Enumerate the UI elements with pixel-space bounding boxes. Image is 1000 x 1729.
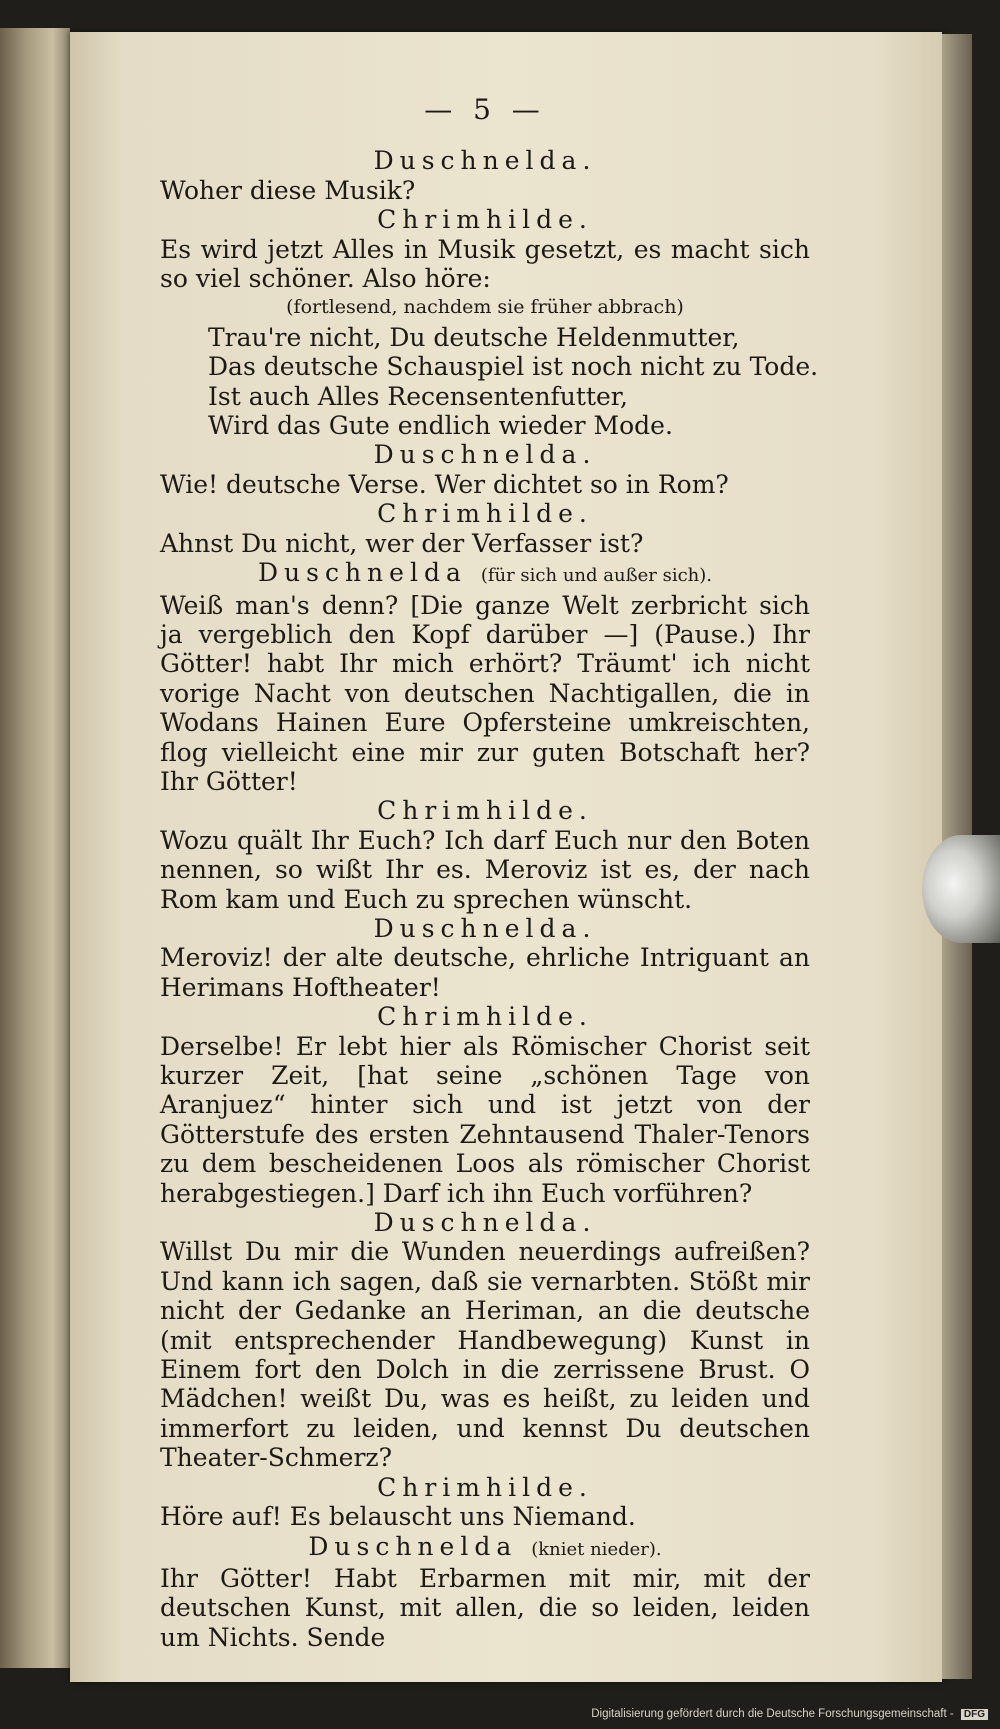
speaker-line <box>160 1208 810 1237</box>
speaker-text: Chrimhilde. <box>377 205 593 235</box>
prose-line <box>160 1564 810 1652</box>
speaker-line <box>160 440 810 469</box>
verse-line <box>160 352 819 382</box>
prose-text: Weiß man's denn? [Die ganze Welt zerbricht sich ja vergeblich den Kopf darüber —] (Pause.) Ihr Götter! habt Ihr mich erhört? Träumt' ich nicht vorige Nacht von deutschen Nachtigallen, die in Wodans Hainen Eure Opfersteine umkreischten, flog vielleicht eine mir zur guten Botschaft her? Ihr Götter! <box>160 590 810 796</box>
speaker-text: Duschnelda <box>308 1531 518 1561</box>
speaker-text: Duschnelda. <box>373 913 597 943</box>
prose-line <box>160 1502 810 1531</box>
stage-direction: (für sich und außer sich). <box>480 565 712 587</box>
stage-text: (fortlesend, nachdem sie früher abbrach) <box>286 296 684 319</box>
prose-line <box>160 529 810 558</box>
prose-line <box>160 826 810 914</box>
prose-text: Wie! deutsche Verse. Wer dichtet so in Rom? <box>160 469 729 499</box>
prose-line <box>160 1032 810 1208</box>
verse-line <box>160 411 810 440</box>
prose-line <box>160 470 810 499</box>
prose-line <box>160 943 810 1002</box>
speaker-line <box>160 558 810 590</box>
prose-line <box>160 176 810 205</box>
prose-text: Wozu quält Ihr Euch? Ich darf Euch nur den Boten nennen, so wißt Ihr es. Meroviz ist es, der nach Rom kam und Euch zu sprechen wünscht. <box>160 825 810 914</box>
prose-text: Willst Du mir die Wunden neuerdings aufreißen? Und kann ich sagen, daß sie vernarbten. Stößt mir nicht der Gedanke an Heriman, an die deutsche (mit entsprechender Handbewegung) Kunst in Einem fort den Dolch in die zerrissene Brust. O Mädchen! weißt Du, was es heißt, zu leiden und immerfort zu leiden, und kennst Du deutschen Theater-Schmerz? <box>160 1237 810 1473</box>
page-number: — 5 — <box>424 93 546 126</box>
speaker-line <box>160 499 810 528</box>
speaker-text: Chrimhilde. <box>377 1472 593 1502</box>
page-clip <box>922 835 1000 943</box>
speaker-line <box>160 1532 810 1564</box>
speaker-line <box>160 1002 810 1031</box>
stage-line <box>160 293 810 322</box>
prose-line <box>160 235 810 294</box>
speaker-text: Chrimhilde. <box>377 499 593 529</box>
speaker-line <box>160 205 810 234</box>
speaker-line <box>160 914 810 943</box>
prose-line <box>160 1237 810 1472</box>
previous-page-edge <box>0 28 70 1668</box>
speaker-line <box>160 146 810 175</box>
page-text <box>160 93 819 1652</box>
prose-line <box>160 591 810 797</box>
stage-direction: (kniet nieder). <box>531 1538 662 1560</box>
prose-text: Ahnst Du nicht, wer der Verfasser ist? <box>160 528 644 558</box>
prose-text: Ihr Götter! Habt Erbarmen mit mir, mit der deutschen Kunst, mit allen, die so leiden, leiden um Nichts. Sende <box>160 1563 810 1652</box>
prose-text: Höre auf! Es belauscht uns Niemand. <box>160 1502 636 1532</box>
verse-line <box>160 382 810 411</box>
prose-text: Meroviz! der alte deutsche, ehrliche Intriguant an Herimans Hoftheater! <box>160 943 810 1002</box>
speaker-text: Chrimhilde. <box>377 796 593 826</box>
verse-text: Trau're nicht, Du deutsche Heldenmutter, <box>208 322 740 352</box>
speaker-text: Chrimhilde. <box>377 1002 593 1032</box>
prose-text: Derselbe! Er lebt hier als Römischer Chorist seit kurzer Zeit, [hat seine „schönen Tage von Aranjuez“ hinter sich und ist jetzt von der Götterstufe des ersten Zehntausend Thaler-Tenors zu dem bescheidenen Loos als römischer Chorist herabgestiegen.] Darf ich ihn Euch vorführen? <box>160 1031 810 1208</box>
verse-text: Ist auch Alles Recensentenfutter, <box>208 381 628 411</box>
prose-text: Woher diese Musik? <box>160 175 416 205</box>
footer-text: Digitalisierung gefördert durch die Deutsche Forschungsgemeinschaft - <box>591 1708 954 1720</box>
text-lines <box>160 146 819 1652</box>
speaker-line <box>160 796 810 825</box>
speaker-line <box>160 1473 810 1502</box>
speaker-text: Duschnelda. <box>373 146 597 176</box>
verse-text: Wird das Gute endlich wieder Mode. <box>208 411 673 441</box>
verse-line <box>160 323 810 352</box>
prose-text: Es wird jetzt Alles in Musik gesetzt, es macht sich so viel schöner. Also höre: <box>160 234 810 294</box>
speaker-text: Duschnelda. <box>373 440 597 470</box>
speaker-text: Duschnelda. <box>373 1208 597 1238</box>
digitization-credit <box>0 1708 988 1720</box>
verse-text: Das deutsche Schauspiel ist noch nicht zu Tode. <box>208 352 819 382</box>
speaker-text: Duschnelda <box>257 558 467 588</box>
dfg-logo: DFG <box>961 1709 988 1720</box>
